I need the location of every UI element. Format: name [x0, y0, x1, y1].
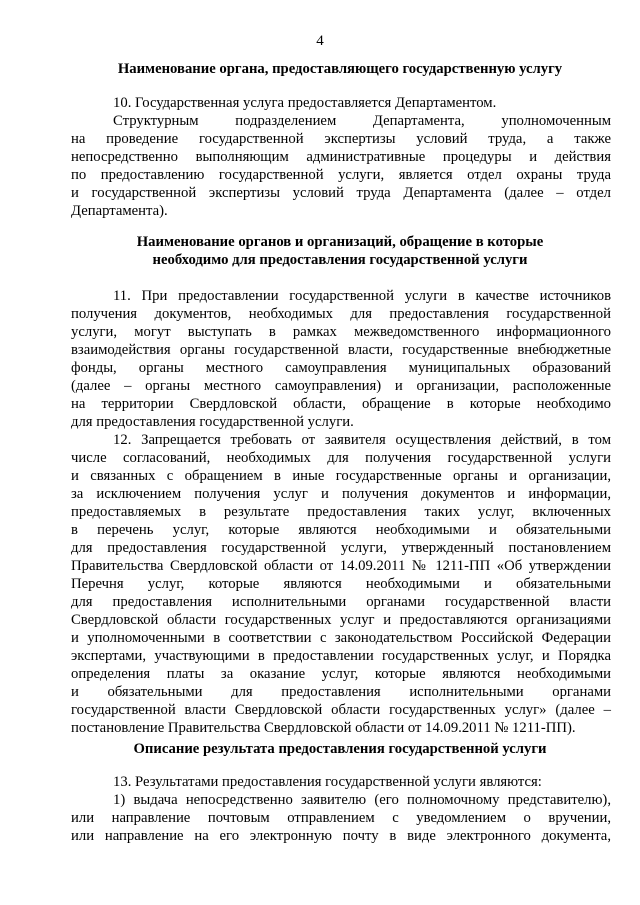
- paragraph-line: по предоставлению государственной услуги, является отдел охраны труда: [71, 167, 611, 183]
- paragraph-line: Структурным подразделением Департамента, уполномоченным: [113, 113, 611, 129]
- paragraph-line: 10. Государственная услуга предоставляется Департаментом.: [113, 95, 497, 111]
- paragraph-line: государственной власти Свердловской области государственных услуг» (далее –: [71, 702, 611, 718]
- paragraph-line: постановление Правительства Свердловской области от 14.09.2011 № 1211-ПП).: [71, 720, 576, 736]
- paragraph-line: (далее – органы местного самоуправления) и организации, расположенные: [71, 378, 611, 394]
- section-heading-authority: [60, 60, 620, 78]
- paragraph-line: 1) выдача непосредственно заявителю (его полномочному представителю),: [113, 792, 611, 808]
- paragraph-line: экспертами, участвующими в предоставлении государственных услуг, и Порядка: [71, 648, 611, 664]
- paragraph-line: предоставляемых в результате предоставления таких услуг, включенных: [71, 504, 611, 520]
- paragraph-line: в перечень услуг, которые являются необходимыми и обязательными: [71, 522, 611, 538]
- paragraph-line: и государственной экспертизы условий труда Департамента (далее – отдел: [71, 185, 611, 201]
- paragraph-line: и связанных с обращением в иные государственные органы и организации,: [71, 468, 611, 484]
- paragraph-line: или направление на его электронную почту в виде электронного документа,: [71, 828, 611, 844]
- paragraph-line: определения платы за оказание услуг, которые являются необходимыми: [71, 666, 611, 682]
- paragraph-line: и уполномоченными в соответствии с законодательством Российской Федерации: [71, 630, 611, 646]
- paragraph-line: для предоставления государственной услуги.: [71, 414, 354, 430]
- heading-text: Описание результата предоставления государственной услуги: [133, 741, 547, 757]
- paragraph-line: на проведение государственной экспертизы условий труда, а также: [71, 131, 611, 147]
- paragraph-line: 11. При предоставлении государственной услуги в качестве источников: [113, 288, 611, 304]
- paragraph-line: Департамента).: [71, 203, 168, 219]
- paragraph-10: [71, 94, 611, 220]
- paragraph-12: [71, 431, 611, 737]
- paragraph-line: 13. Результатами предоставления государственной услуги являются:: [113, 774, 542, 790]
- section-heading-organizations: [60, 233, 620, 269]
- paragraph-line: взаимодействия органы государственной власти, государственные внебюджетные: [71, 342, 611, 358]
- paragraph-line: получения документов, необходимых для предоставления государственной: [71, 306, 611, 322]
- paragraph-line: Правительства Свердловской области от 14.09.2011 № 1211-ПП «Об утверждении: [71, 558, 611, 574]
- paragraph-13: [71, 773, 611, 791]
- paragraph-line: за исключением получения услуг и получения документов и информации,: [71, 486, 611, 502]
- heading-line: необходимо для предоставления государственной услуги: [152, 252, 528, 268]
- section-heading-result: [60, 740, 620, 758]
- paragraph-line: или направление почтовым отправлением с уведомлением о вручении,: [71, 810, 611, 826]
- paragraph-line: Свердловской области государственных услуг и предоставляются организациями: [71, 612, 611, 628]
- paragraph-line: для предоставления исполнительными органами государственной власти: [71, 594, 611, 610]
- paragraph-line: Перечня услуг, которые являются необходимыми и обязательными: [71, 576, 611, 592]
- paragraph-line: непосредственно выполняющим административные процедуры и действия: [71, 149, 611, 165]
- paragraph-line: для предоставления государственной услуги, утвержденный постановлением: [71, 540, 611, 556]
- paragraph-line: и обязательными для предоставления исполнительными органами: [71, 684, 611, 700]
- paragraph-line: числе согласований, необходимых для получения государственной услуги: [71, 450, 611, 466]
- heading-line: Наименование органов и организаций, обращение в которые: [136, 234, 544, 250]
- paragraph-line: на территории Свердловской области, обращение в которые необходимо: [71, 396, 611, 412]
- paragraph-13-item-1: [71, 791, 611, 845]
- paragraph-line: 12. Запрещается требовать от заявителя осуществления действий, в том: [113, 432, 611, 448]
- paragraph-line: услуги, могут выступать в рамках межведомственного информационного: [71, 324, 611, 340]
- paragraph-line: фонды, органы местного самоуправления муниципальных образований: [71, 360, 611, 376]
- heading-text: Наименование органа, предоставляющего государственную услугу: [117, 61, 563, 77]
- page-number: 4: [316, 33, 324, 49]
- paragraph-11: [71, 287, 611, 431]
